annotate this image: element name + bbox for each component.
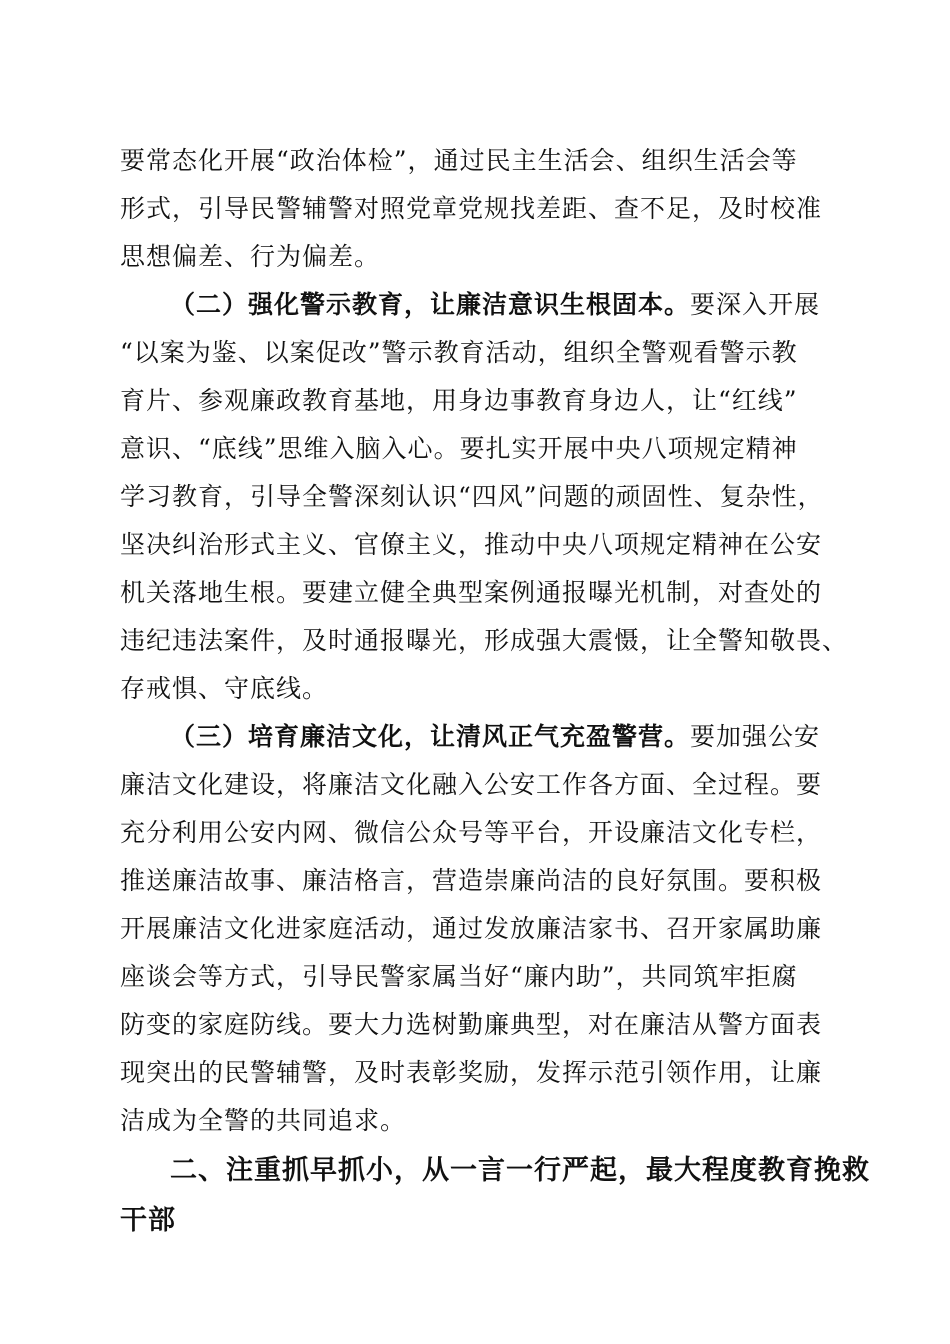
paragraph-2-line-5: 学习教育，引导全警深刻认识“四风”问题的顽固性、复杂性， <box>120 482 824 511</box>
paragraph-3-first-rest: 要加强公安 <box>690 722 821 751</box>
paragraph-2-line-2: “以案为鉴、以案促改”警示教育活动，组织全警观看警示教 <box>120 338 798 367</box>
paragraph-2-line-7: 机关落地生根。要建立健全典型案例通报曝光机制，对查处的 <box>120 578 823 607</box>
paragraph-3-line-3: 充分利用公安内网、微信公众号等平台，开设廉洁文化专栏， <box>120 818 823 847</box>
paragraph-3-line-7: 防变的家庭防线。要大力选树勤廉典型，对在廉洁从警方面表 <box>120 1010 823 1039</box>
paragraph-3-line-9: 洁成为全警的共同追求。 <box>120 1106 407 1135</box>
paragraph-2-line-8: 违纪违法案件，及时通报曝光，形成强大震慑，让全警知敬畏、 <box>120 626 849 655</box>
paragraph-3-line-4: 推送廉洁故事、廉洁格言，营造崇廉尚洁的良好氛围。要积极 <box>120 866 823 895</box>
paragraph-2-line-9: 存戒惧、守底线。 <box>120 674 329 703</box>
paragraph-2-lead: （二）强化警示教育，让廉洁意识生根固本。 <box>170 290 691 319</box>
paragraph-3-line-5: 开展廉洁文化进家庭活动，通过发放廉洁家书、召开家属助廉 <box>120 914 823 943</box>
paragraph-3-line-2: 廉洁文化建设，将廉洁文化融入公安工作各方面、全过程。要 <box>120 770 823 799</box>
paragraph-2-line-3: 育片、参观廉政教育基地，用身边事教育身边人，让“红线” <box>120 386 798 415</box>
paragraph-2-line-6: 坚决纠治形式主义、官僚主义，推动中央八项规定精神在公安 <box>120 530 823 559</box>
paragraph-3-line-6: 座谈会等方式，引导民警家属当好“廉内助”，共同筑牢拒腐 <box>120 962 798 991</box>
section-heading-line-2: 干部 <box>120 1205 176 1236</box>
paragraph-3-line-8: 现突出的民警辅警，及时表彰奖励，发挥示范引领作用，让廉 <box>120 1058 823 1087</box>
section-heading-line-1: 二、注重抓早抓小，从一言一行严起，最大程度教育挽救 <box>170 1155 870 1186</box>
paragraph-2-first-line <box>170 287 850 323</box>
paragraph-2-line-4: 意识、“底线”思维入脑入心。要扎实开展中央八项规定精神 <box>120 434 798 463</box>
paragraph-1-line-2: 形式，引导民警辅警对照党章党规找差距、查不足，及时校准 <box>120 194 823 223</box>
paragraph-2-first-rest: 要深入开展 <box>690 290 821 319</box>
paragraph-1-line-3: 思想偏差、行为偏差。 <box>120 242 381 271</box>
paragraph-3-lead: （三）培育廉洁文化，让清风正气充盈警营。 <box>170 722 691 751</box>
paragraph-3-first-line <box>170 719 850 755</box>
paragraph-1-line-1: 要常态化开展“政治体检”，通过民主生活会、组织生活会等 <box>120 146 798 175</box>
